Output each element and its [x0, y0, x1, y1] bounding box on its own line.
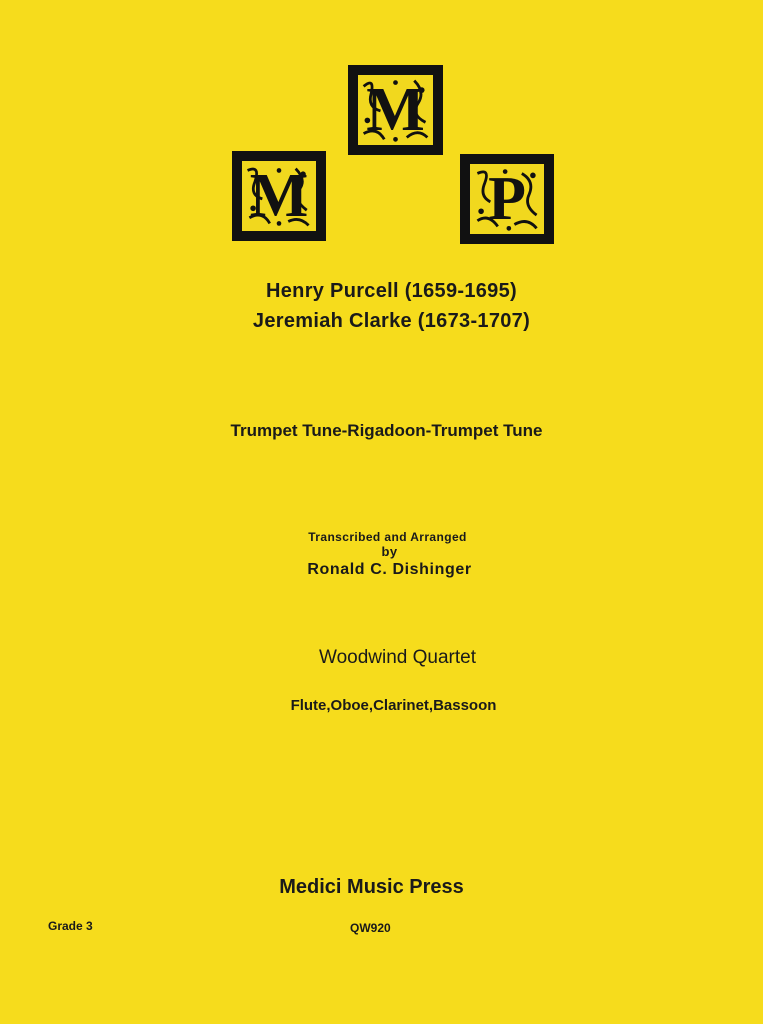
composer-line-2: Jeremiah Clarke (1673-1707)	[252, 310, 531, 332]
logo-block-right	[460, 154, 554, 244]
ensemble-name: Woodwind Quartet	[318, 647, 476, 668]
publisher-name: Medici Music Press	[279, 876, 464, 898]
logo-letter: P	[488, 165, 526, 233]
piece-title: Trumpet Tune-Rigadoon-Trumpet Tune	[230, 421, 543, 440]
ornate-letter-m-icon	[356, 73, 435, 147]
ornate-letter-m-icon	[240, 159, 318, 233]
logo-letter: M	[249, 162, 309, 230]
logo-block-left	[232, 151, 326, 241]
arrangement-by: by	[381, 544, 398, 559]
grade-label: Grade 3	[48, 919, 93, 933]
arranger-name: Ronald C. Dishinger	[307, 561, 472, 578]
composer-line-1: Henry Purcell (1659-1695)	[266, 280, 517, 302]
logo-letter: M	[366, 76, 425, 144]
instrument-list: Flute,Oboe,Clarinet,Bassoon	[290, 697, 497, 714]
logo-block-center	[348, 65, 443, 155]
arrangement-line: Transcribed and Arranged	[308, 530, 467, 544]
ornate-letter-p-icon	[468, 162, 546, 236]
catalog-number: QW920	[350, 921, 391, 935]
